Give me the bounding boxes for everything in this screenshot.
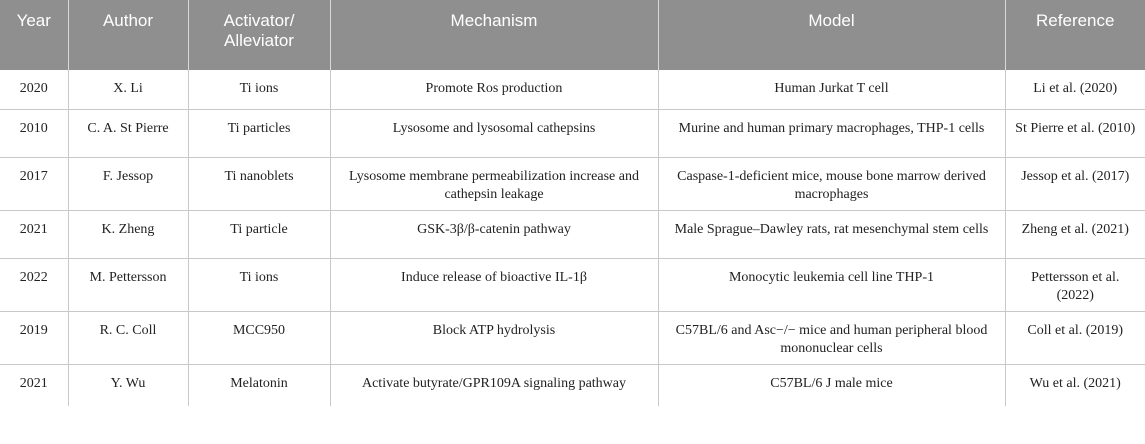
cell-activator: MCC950 [188,311,330,364]
table-row [0,109,1145,157]
cell-mechanism: Lysosome and lysosomal cathepsins [330,109,658,157]
cell-author: X. Li [68,70,188,109]
cell-activator: Ti ions [188,70,330,109]
cell-model: C57BL/6 and Asc−/− mice and human peripheral blood mononuclear cells [658,311,1005,364]
cell-activator: Melatonin [188,364,330,406]
cell-reference: Coll et al. (2019) [1005,311,1145,364]
cell-model: Human Jurkat T cell [658,70,1005,109]
cell-author: M. Pettersson [68,258,188,311]
table-row [0,364,1145,406]
cell-model: Male Sprague–Dawley rats, rat mesenchymal stem cells [658,210,1005,258]
cell-model: Monocytic leukemia cell line THP-1 [658,258,1005,311]
cell-year: 2010 [0,109,68,157]
header-reference: Reference [1005,0,1145,70]
cell-author: R. C. Coll [68,311,188,364]
cell-activator: Ti ions [188,258,330,311]
cell-author: Y. Wu [68,364,188,406]
cell-mechanism: GSK-3β/β-catenin pathway [330,210,658,258]
table-row [0,157,1145,210]
cell-year: 2017 [0,157,68,210]
header-author: Author [68,0,188,70]
cell-reference: Jessop et al. (2017) [1005,157,1145,210]
cell-mechanism: Block ATP hydrolysis [330,311,658,364]
header-activator: Activator/ Alleviator [188,0,330,70]
header-model: Model [658,0,1005,70]
table-row [0,311,1145,364]
cell-year: 2021 [0,210,68,258]
cell-activator: Ti particle [188,210,330,258]
cell-model: C57BL/6 J male mice [658,364,1005,406]
table-row [0,210,1145,258]
cell-year: 2021 [19,375,48,391]
cell-mechanism: Promote Ros production [330,70,658,109]
table-row [0,258,1145,311]
cell-activator: Ti particles [188,109,330,157]
cell-activator: Ti nanoblets [188,157,330,210]
cell-mechanism: Induce release of bioactive IL-1β [330,258,658,311]
cell-author: C. A. St Pierre [68,109,188,157]
cell-mechanism: Lysosome membrane permeabilization increase and cathepsin leakage [330,157,658,210]
cell-reference: Li et al. (2020) [1005,70,1145,109]
table-header [0,0,1145,70]
cell-reference: St Pierre et al. (2010) [1005,109,1145,157]
table-row [0,70,1145,109]
cell-reference: Pettersson et al. (2022) [1005,258,1145,311]
cell-reference: Zheng et al. (2021) [1005,210,1145,258]
header-mechanism: Mechanism [330,0,658,70]
cell-year: 2020 [0,70,68,109]
cell-model: Caspase-1-deficient mice, mouse bone marrow derived macrophages [658,157,1005,210]
cell-year: 2019 [0,311,68,364]
cell-author: K. Zheng [68,210,188,258]
header-year: Year [0,0,68,70]
cell-model: Murine and human primary macrophages, THP-1 cells [658,109,1005,157]
cell-year: 2022 [0,258,68,311]
table-body [0,70,1145,406]
cell-reference: Wu et al. (2021) [1005,364,1145,406]
cell-author: F. Jessop [68,157,188,210]
cell-mechanism: Activate butyrate/GPR109A signaling pathway [330,364,658,406]
